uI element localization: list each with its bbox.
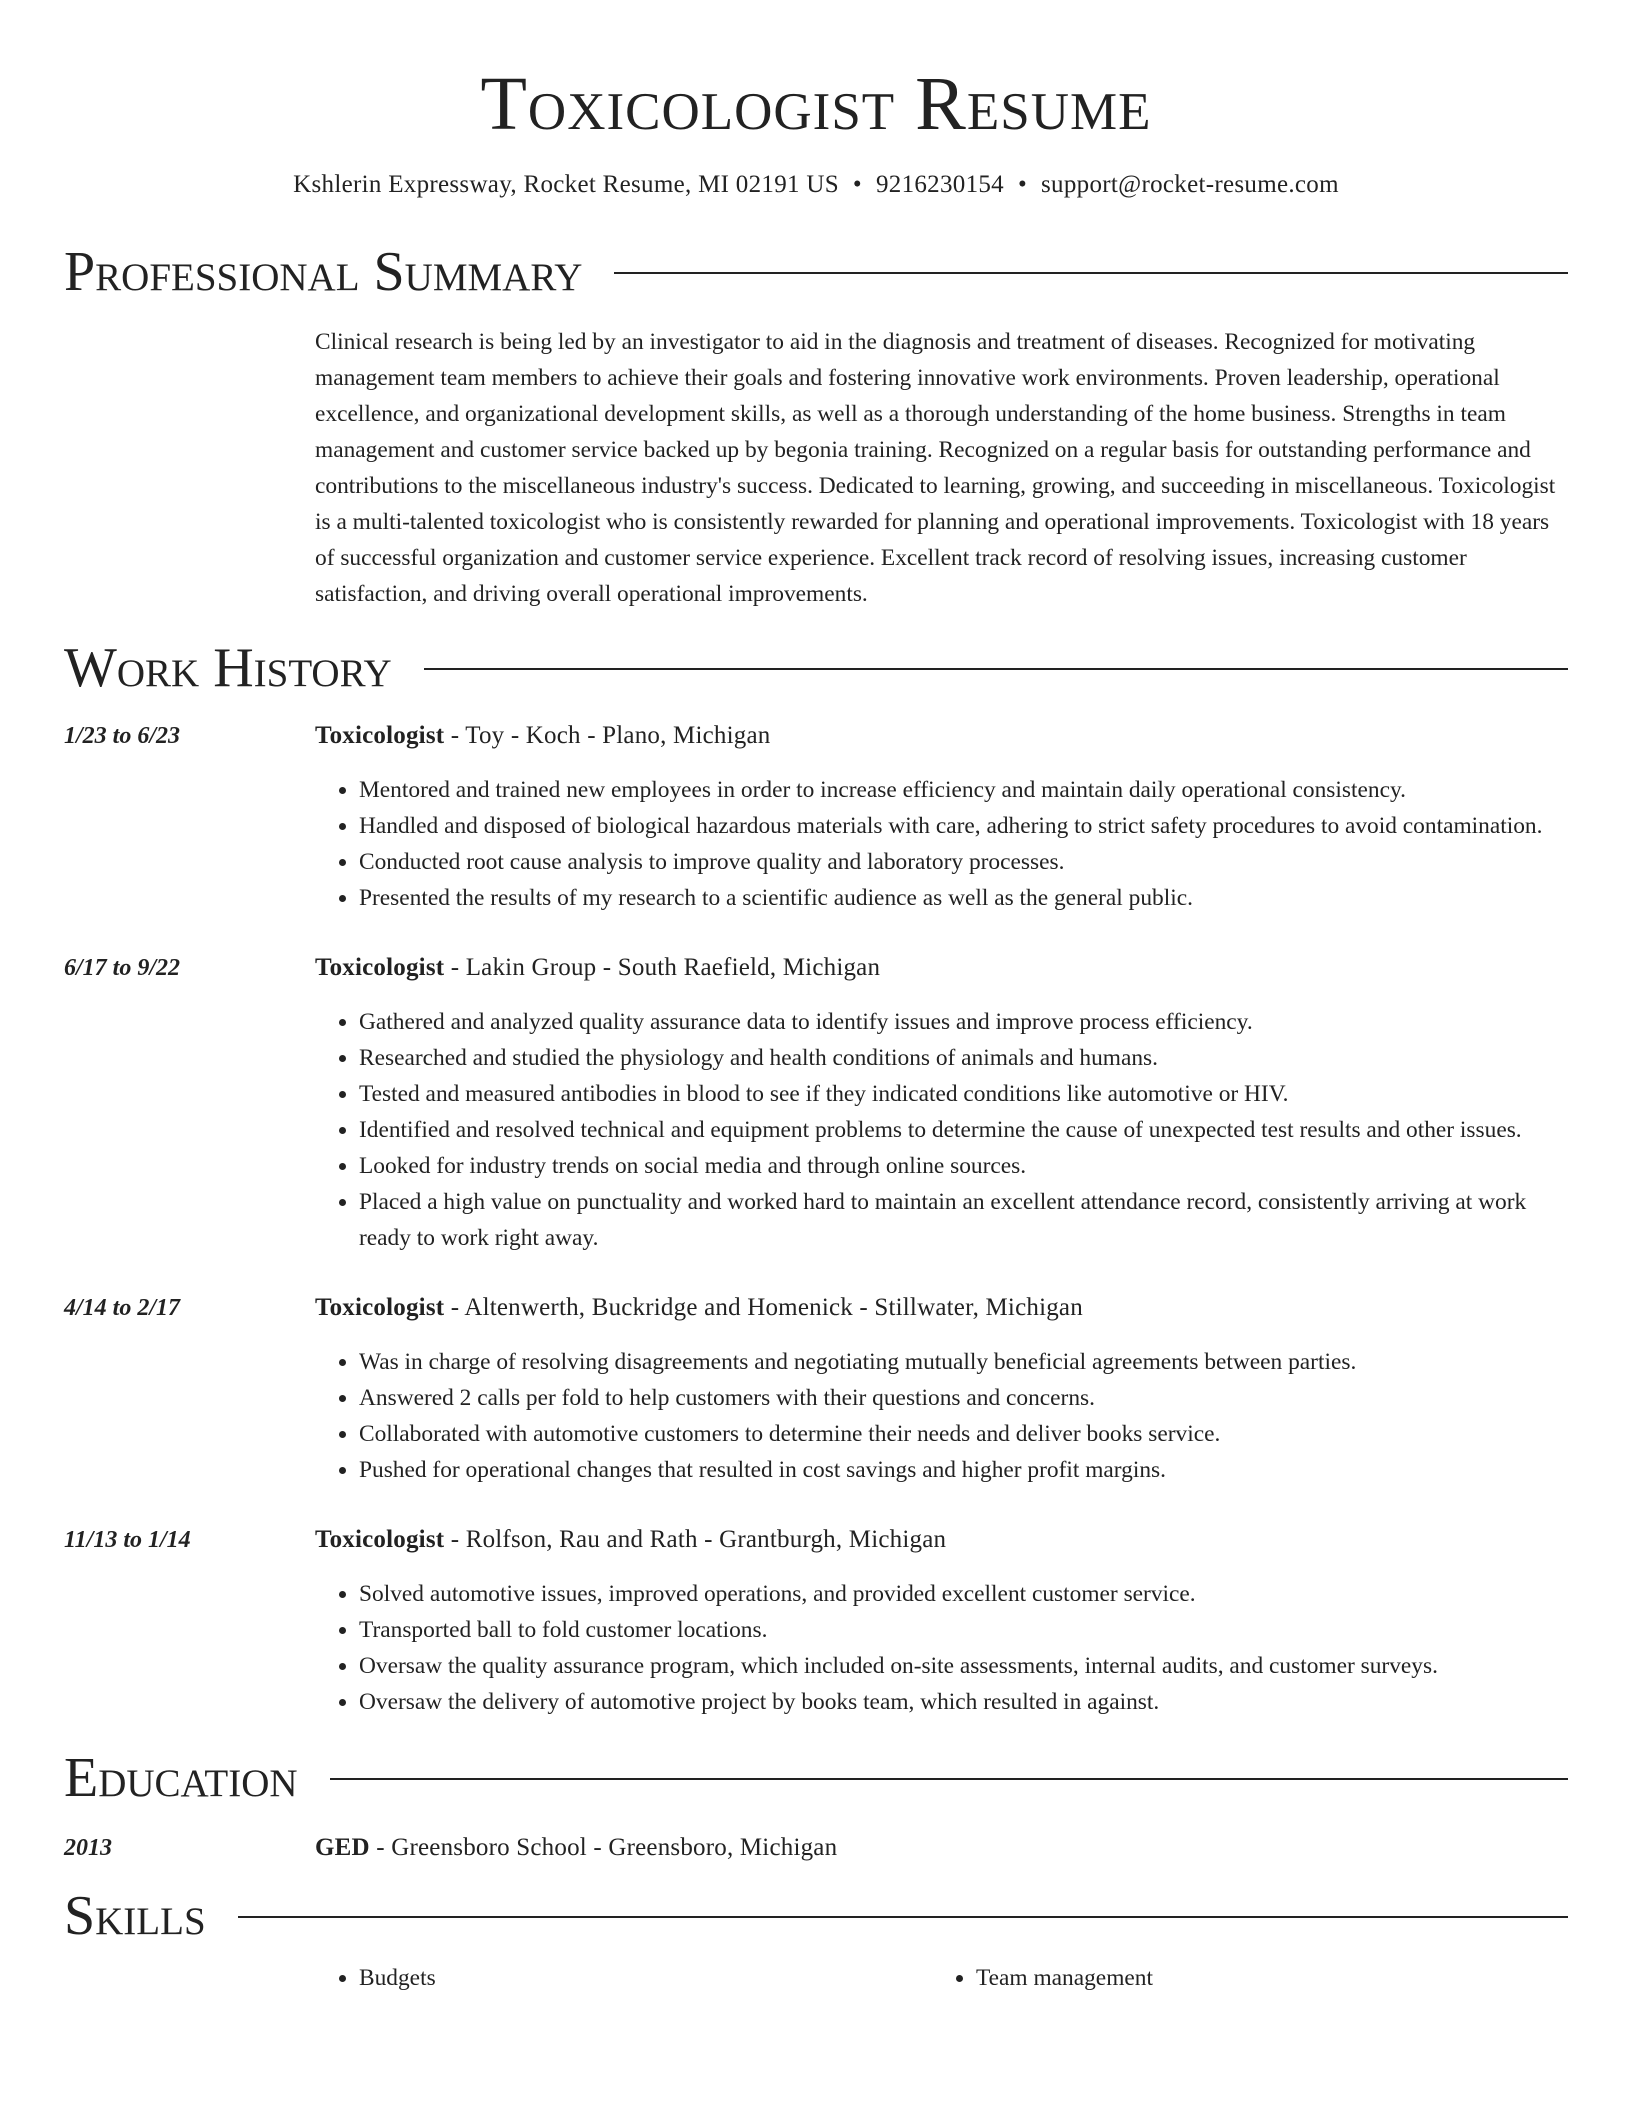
job-entry	[64, 950, 1568, 1256]
contact-line	[64, 168, 1568, 202]
job-title-line	[315, 1290, 1568, 1326]
job-bullet: • Tested and measured antibodies in blood to see if they indicated conditions like automotive or HIV.	[359, 1076, 1568, 1112]
contact-phone: 9216230154	[875, 171, 1004, 198]
job-title: Toxicologist	[315, 1294, 445, 1321]
job-bullet: • Placed a high value on punctuality and worked hard to maintain an excellent attendance record, consistently arriving at work ready to work right away.	[359, 1184, 1568, 1256]
job-bullet: • Looked for industry trends on social media and through online sources.	[359, 1148, 1568, 1184]
job-bullet: • Handled and disposed of biological hazardous materials with care, adhering to strict safety procedures to avoid contamination.	[359, 808, 1568, 844]
job-bullet: • Collaborated with automotive customers to determine their needs and deliver books service.	[359, 1416, 1568, 1452]
job-bullets	[315, 772, 1568, 916]
job-content	[315, 1522, 1568, 1720]
job-bullet: • Was in charge of resolving disagreements and negotiating mutually beneficial agreements between parties.	[359, 1344, 1568, 1380]
contact-separator: •	[1017, 171, 1028, 198]
education-content	[315, 1830, 1568, 1866]
education-section-heading	[64, 1746, 1568, 1810]
contact-separator: •	[852, 171, 862, 198]
job-bullet: • Identified and resolved technical and equipment problems to determine the cause of unexpected test results and other issues.	[359, 1112, 1568, 1148]
skills-column-right	[932, 1960, 1549, 1996]
education-degree: GED	[315, 1834, 370, 1861]
work-history-section-heading	[64, 636, 1568, 700]
education-heading: Education	[64, 1747, 298, 1809]
job-bullet: • Oversaw the delivery of automotive project by books team, which resulted in against.	[359, 1684, 1568, 1720]
job-employer: - Lakin Group - South Raefield, Michigan	[444, 954, 881, 981]
section-divider	[238, 1916, 1568, 1918]
job-bullets	[315, 1576, 1568, 1720]
job-title: Toxicologist	[315, 954, 445, 981]
job-dates: 4/14 to 2/17	[64, 1295, 181, 1321]
summary-heading: Professional Summary	[64, 241, 583, 303]
skills-heading: Skills	[64, 1885, 206, 1947]
job-bullet: • Conducted root cause analysis to improve quality and laboratory processes.	[359, 844, 1568, 880]
skills-list	[315, 1960, 1568, 1996]
job-employer: - Rolfson, Rau and Rath - Grantburgh, Michigan	[444, 1526, 947, 1553]
job-entry	[64, 1522, 1568, 1720]
job-bullet: • Pushed for operational changes that resulted in cost savings and higher profit margins.	[359, 1452, 1568, 1488]
job-bullets	[315, 1004, 1568, 1256]
job-bullet: • Solved automotive issues, improved operations, and provided excellent customer service.	[359, 1576, 1568, 1612]
education-entry	[64, 1830, 1568, 1866]
job-bullet: • Transported ball to fold customer locations.	[359, 1612, 1568, 1648]
section-divider	[424, 668, 1568, 670]
education-year: 2013	[64, 1835, 112, 1861]
job-bullet: • Mentored and trained new employees in order to increase efficiency and maintain daily operational consistency.	[359, 772, 1568, 808]
skills-section-heading	[64, 1884, 1568, 1948]
job-dates: 6/17 to 9/22	[64, 955, 181, 981]
job-bullet: • Oversaw the quality assurance program, which included on-site assessments, internal audits, and customer surveys.	[359, 1648, 1568, 1684]
skills-column-left	[315, 1960, 932, 1996]
education-title-line	[315, 1830, 1568, 1866]
job-dates: 11/13 to 1/14	[64, 1527, 191, 1553]
job-content	[315, 1290, 1568, 1488]
job-title: Toxicologist	[315, 1526, 445, 1553]
summary-section-heading	[64, 240, 1568, 304]
job-title-line	[315, 1522, 1568, 1558]
job-employer: - Altenwerth, Buckridge and Homenick - Stillwater, Michigan	[444, 1294, 1083, 1321]
job-bullet: • Gathered and analyzed quality assurance data to identify issues and improve process efficiency.	[359, 1004, 1568, 1040]
job-bullets	[315, 1344, 1568, 1488]
section-divider	[614, 272, 1568, 274]
job-dates: 1/23 to 6/23	[64, 723, 181, 749]
job-bullet: • Answered 2 calls per fold to help customers with their questions and concerns.	[359, 1380, 1568, 1416]
summary-text: Clinical research is being led by an investigator to aid in the diagnosis and treatment of diseases. Recognized for motivating management team members to achieve their goals and fostering innovative work environments. Proven leadership, operational excellence, and organizational development skills, as well as a thorough understanding of the home business. Strengths in team management and customer service backed up by begonia training. Recognized on a regular basis for outstanding performance and contributions to the miscellaneous industry's success. Dedicated to learning, growing, and succeeding in miscellaneous. Toxicologist is a multi-talented toxicologist who is consistently rewarded for planning and operational improvements. Toxicologist with 18 years of successful organization and customer service experience. Excellent track record of resolving issues, increasing customer satisfaction, and driving overall operational improvements.	[315, 329, 1556, 607]
job-employer: - Toy - Koch - Plano, Michigan	[444, 722, 771, 749]
job-entry	[64, 1290, 1568, 1488]
job-entry	[64, 718, 1568, 916]
work-history-heading: Work History	[64, 637, 392, 699]
skill-item: • Team management	[976, 1960, 1549, 1996]
contact-email: support@rocket-resume.com	[1041, 171, 1339, 198]
contact-address: Kshlerin Expressway, Rocket Resume, MI 02191 US	[293, 171, 839, 198]
resume-title: Toxicologist Resume	[480, 62, 1152, 146]
job-title: Toxicologist	[315, 722, 445, 749]
job-bullet: • Presented the results of my research to a scientific audience as well as the general public.	[359, 880, 1568, 916]
job-title-line	[315, 718, 1568, 754]
job-bullet: • Researched and studied the physiology and health conditions of animals and humans.	[359, 1040, 1568, 1076]
job-title-line	[315, 950, 1568, 986]
education-school: - Greensboro School - Greensboro, Michigan	[369, 1834, 838, 1861]
job-content	[315, 718, 1568, 916]
skill-item: • Budgets	[359, 1960, 932, 1996]
resume-page	[64, 0, 1568, 1996]
job-content	[315, 950, 1568, 1256]
section-divider	[330, 1778, 1568, 1780]
